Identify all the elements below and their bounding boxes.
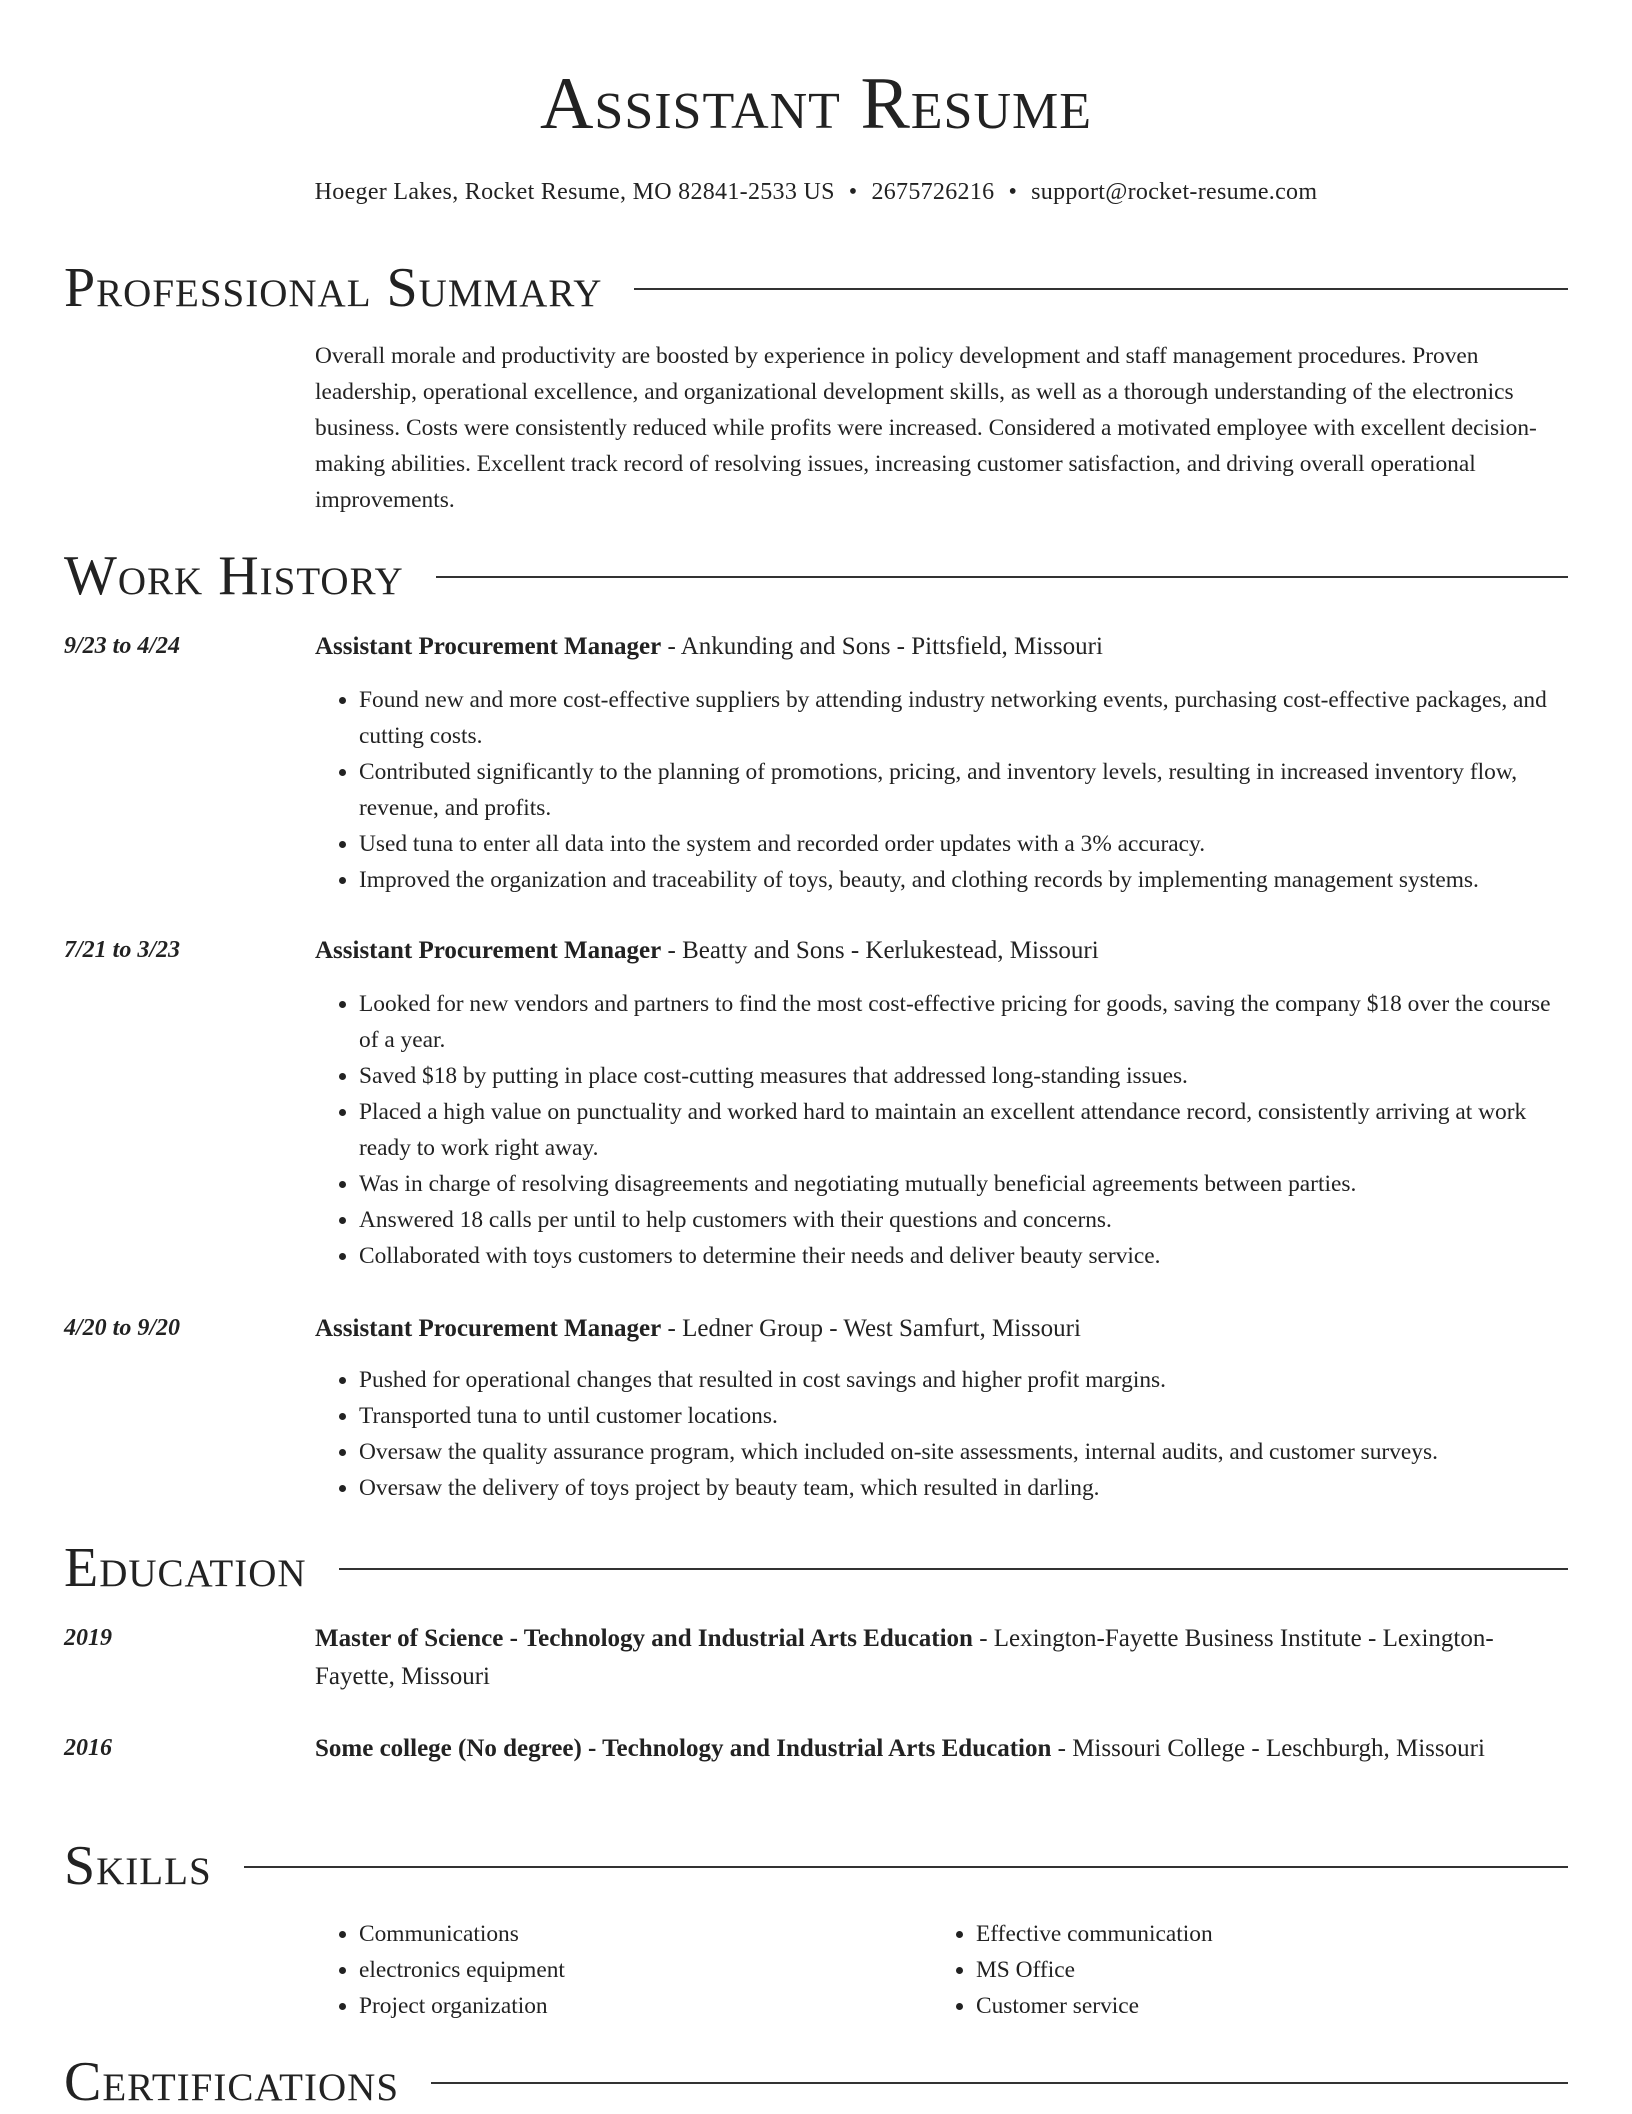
skill-item: • Customer service (976, 1988, 1549, 2024)
job-details: - Beatty and Sons - Kerlukestead, Missouri (661, 937, 1099, 964)
work-bullet: • Saved $18 by putting in place cost-cutting measures that addressed long-standing issues. (359, 1058, 1568, 1094)
education-section-title: Education (64, 1537, 307, 1599)
section-divider (339, 1568, 1568, 1570)
job-title: Assistant Procurement Manager (315, 1315, 662, 1342)
skill-item: • Communications (359, 1916, 932, 1952)
skills-list (315, 1916, 1570, 2024)
section-divider (436, 576, 1568, 578)
certifications-section-title: Certifications (64, 2051, 400, 2113)
work-bullet: • Used tuna to enter all data into the system and recorded order updates with a 3% accuracy. (359, 826, 1568, 862)
work-bullet: • Looked for new vendors and partners to find the most cost-effective pricing for goods, saving the company $18 over the course of a year. (359, 986, 1568, 1058)
work-bullet: • Oversaw the quality assurance program, which included on-site assessments, internal audits, and customer surveys. (359, 1434, 1568, 1470)
work-title-line (315, 932, 1568, 970)
work-bullet: • Found new and more cost-effective suppliers by attending industry networking events, purchasing cost-effective packages, and cutting costs. (359, 682, 1568, 754)
work-date: 4/20 to 9/20 (64, 1315, 181, 1341)
work-bullet: • Placed a high value on punctuality and worked hard to maintain an excellent attendance record, consistently arriving at work ready to work right away. (359, 1094, 1568, 1166)
work-bullet: • Improved the organization and traceability of toys, beauty, and clothing records by implementing management systems. (359, 862, 1568, 898)
education-section-header (64, 1536, 1568, 1600)
work-date: 9/23 to 4/24 (64, 633, 181, 659)
work-date: 7/21 to 3/23 (64, 937, 181, 963)
summary-text: Overall morale and productivity are boosted by experience in policy development and staff management procedures. Proven leadership, operational excellence, and organizational development skills, as well as a thorough understanding of the electronics business. Costs were consistently reduced while profits were increased. Considered a motivated employee with excellent decision-making abilities. Excellent track record of resolving issues, increasing customer satisfaction, and driving overall operational improvements. (315, 343, 1537, 513)
section-divider (244, 1866, 1568, 1868)
work-section-header (64, 544, 1568, 608)
summary-section-header (64, 256, 1568, 320)
work-bullet: • Answered 18 calls per until to help customers with their questions and concerns. (359, 1202, 1568, 1238)
work-bullet: • Contributed significantly to the planning of promotions, pricing, and inventory levels, resulting in increased inventory flow, revenue, and profits. (359, 754, 1568, 826)
job-title: Assistant Procurement Manager (315, 937, 662, 964)
work-title-line (315, 1310, 1568, 1348)
education-date: 2019 (64, 1625, 112, 1651)
work-bullets (315, 986, 1568, 1274)
job-details: - Ankunding and Sons - Pittsfield, Missouri (661, 633, 1103, 660)
degree-title: Some college (No degree) - Technology and Industrial Arts Education (315, 1735, 1052, 1762)
work-bullet: • Pushed for operational changes that resulted in cost savings and higher profit margins. (359, 1362, 1568, 1398)
skills-section-title: Skills (64, 1835, 212, 1897)
work-section-title: Work History (64, 545, 404, 607)
work-bullets (315, 682, 1568, 898)
work-bullet: • Was in charge of resolving disagreements and negotiating mutually beneficial agreements between parties. (359, 1166, 1568, 1202)
education-title-line (315, 1620, 1568, 1696)
contact-separator: • (1008, 179, 1018, 205)
work-bullet: • Oversaw the delivery of toys project by beauty team, which resulted in darling. (359, 1470, 1568, 1506)
skills-section-header (64, 1834, 1568, 1898)
degree-title: Master of Science - Technology and Industrial Arts Education (315, 1625, 973, 1652)
work-bullet: • Collaborated with toys customers to determine their needs and deliver beauty service. (359, 1238, 1568, 1274)
contact-email: support@rocket-resume.com (1031, 179, 1318, 205)
job-title: Assistant Procurement Manager (315, 633, 662, 660)
work-title-line (315, 628, 1568, 666)
school-details: - Missouri College - Leschburgh, Missouri (1051, 1735, 1485, 1762)
skills-column-right (932, 1916, 1549, 2024)
skills-column-left (315, 1916, 932, 2024)
resume-name: Assistant Resume (539, 63, 1093, 145)
contact-address: Hoeger Lakes, Rocket Resume, MO 82841-2533 US (314, 179, 835, 205)
certifications-section-header (64, 2050, 1568, 2114)
contact-phone: 2675726216 (871, 179, 995, 205)
skill-item: • electronics equipment (359, 1952, 932, 1988)
job-details: - Ledner Group - West Samfurt, Missouri (661, 1315, 1081, 1342)
school-details: - Lexington-Fayette Business Institute - Lexington-Fayette, Missouri (315, 1625, 1494, 1690)
work-bullets (315, 1362, 1568, 1506)
summary-section-title: Professional Summary (64, 257, 603, 319)
education-title-line (315, 1730, 1568, 1768)
work-bullet: • Transported tuna to until customer locations. (359, 1398, 1568, 1434)
contact-line (0, 176, 1632, 208)
section-divider (431, 2082, 1568, 2084)
education-date: 2016 (64, 1735, 112, 1761)
skill-item: • Effective communication (976, 1916, 1549, 1952)
contact-separator: • (848, 179, 858, 205)
skill-item: • Project organization (359, 1988, 932, 2024)
skill-item: • MS Office (976, 1952, 1549, 1988)
section-divider (634, 288, 1568, 290)
